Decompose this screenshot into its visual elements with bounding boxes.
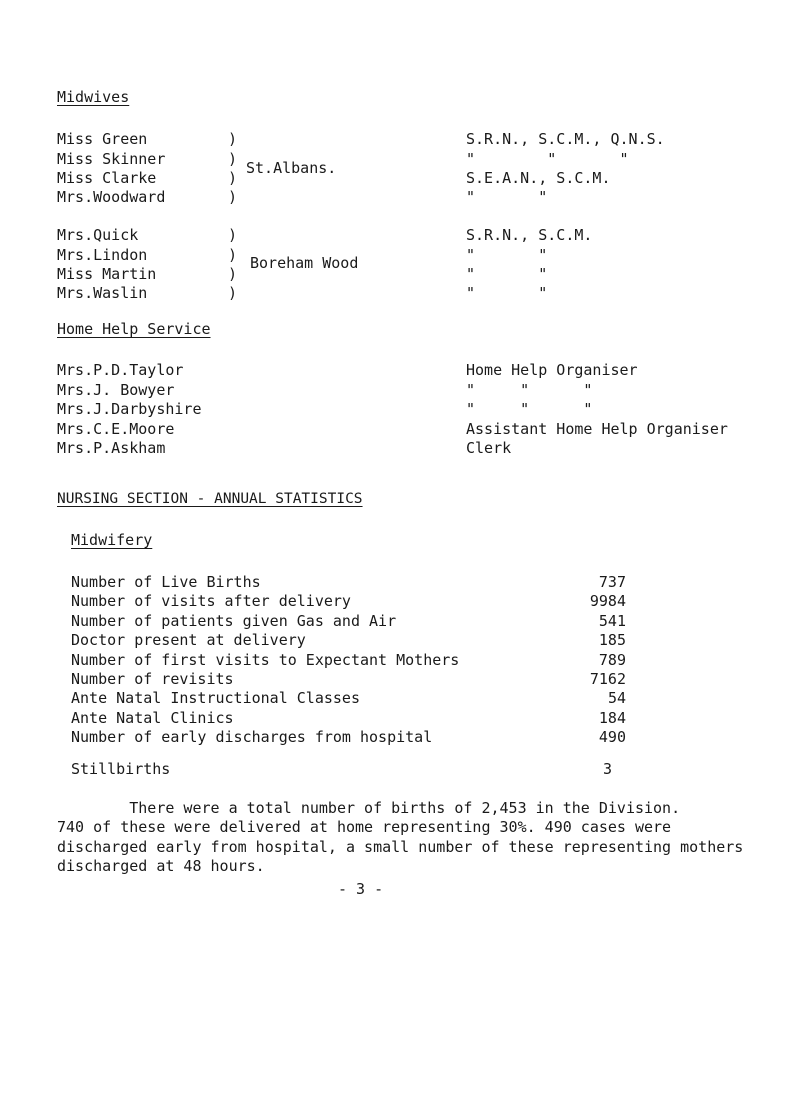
midwife-name: Mrs.Quick [57, 226, 139, 244]
qualification: S.E.A.N., S.C.M. [466, 169, 611, 187]
stat-label: Ante Natal Instructional Classes [71, 689, 360, 707]
bracket: ) [228, 265, 238, 283]
stat-value: 184 [598, 709, 626, 727]
stat-value: 54 [607, 689, 626, 707]
qualification: S.R.N., S.C.M. [466, 226, 593, 244]
stat-label: Number of Live Births [71, 573, 261, 591]
bracket: ) [228, 246, 238, 264]
stillbirths-value: 3 [602, 760, 612, 778]
qualification: " " [466, 265, 548, 283]
stat-value: 7162 [589, 670, 626, 688]
page-number: - 3 - [338, 880, 384, 898]
paragraph-line: discharged early from hospital, a small number of these representing mothers [57, 838, 744, 856]
stat-label: Number of early discharges from hospital [71, 728, 433, 746]
bracket: ) [228, 150, 238, 168]
stat-value: 9984 [589, 592, 626, 610]
bracket: ) [228, 169, 238, 187]
staff-name: Mrs.P.Askham [57, 439, 166, 457]
staff-name: Mrs.P.D.Taylor [57, 361, 184, 379]
midwifery-subheading: Midwifery [71, 531, 153, 549]
staff-role: " " " [466, 400, 593, 418]
qualification: " " [466, 246, 548, 264]
bracket: ) [228, 226, 238, 244]
stat-label: Number of revisits [71, 670, 234, 688]
midwife-name: Miss Clarke [57, 169, 157, 187]
stat-label: Number of patients given Gas and Air [71, 612, 397, 630]
staff-name: Mrs.C.E.Moore [57, 420, 175, 438]
stat-value: 737 [598, 573, 626, 591]
bracket: ) [228, 130, 238, 148]
midwife-name: Mrs.Lindon [57, 246, 148, 264]
stat-label: Number of visits after delivery [71, 592, 351, 610]
qualification: " " [466, 188, 548, 206]
paragraph-line: There were a total number of births of 2,453 in the Division. [57, 799, 681, 817]
staff-role: Clerk [466, 439, 512, 457]
midwife-name: Miss Skinner [57, 150, 166, 168]
staff-name: Mrs.J.Darbyshire [57, 400, 202, 418]
paragraph-line: discharged at 48 hours. [57, 857, 265, 875]
stat-label: Number of first visits to Expectant Mothers [71, 651, 460, 669]
midwife-name: Mrs.Waslin [57, 284, 148, 302]
stat-value: 490 [598, 728, 626, 746]
stillbirths-label: Stillbirths [71, 760, 171, 778]
staff-name: Mrs.J. Bowyer [57, 381, 175, 399]
home-help-heading: Home Help Service [57, 320, 211, 338]
staff-role: Home Help Organiser [466, 361, 638, 379]
stat-value: 185 [598, 631, 626, 649]
stat-value: 541 [598, 612, 626, 630]
midwife-name: Mrs.Woodward [57, 188, 166, 206]
stat-label: Doctor present at delivery [71, 631, 306, 649]
staff-role: " " " [466, 381, 593, 399]
paragraph-line: 740 of these were delivered at home representing 30%. 490 cases were [57, 818, 672, 836]
qualification: " " " [466, 150, 629, 168]
qualification: " " [466, 284, 548, 302]
stat-value: 789 [598, 651, 626, 669]
bracket: ) [228, 284, 238, 302]
stat-label: Ante Natal Clinics [71, 709, 234, 727]
location-label: St.Albans. [246, 159, 337, 177]
bracket: ) [228, 188, 238, 206]
nursing-heading: NURSING SECTION - ANNUAL STATISTICS [57, 491, 363, 507]
midwives-heading: Midwives [57, 88, 130, 106]
midwife-name: Miss Green [57, 130, 148, 148]
staff-role: Assistant Home Help Organiser [466, 420, 728, 438]
midwife-name: Miss Martin [57, 265, 157, 283]
location-label: Boreham Wood [250, 254, 359, 272]
qualification: S.R.N., S.C.M., Q.N.S. [466, 130, 665, 148]
